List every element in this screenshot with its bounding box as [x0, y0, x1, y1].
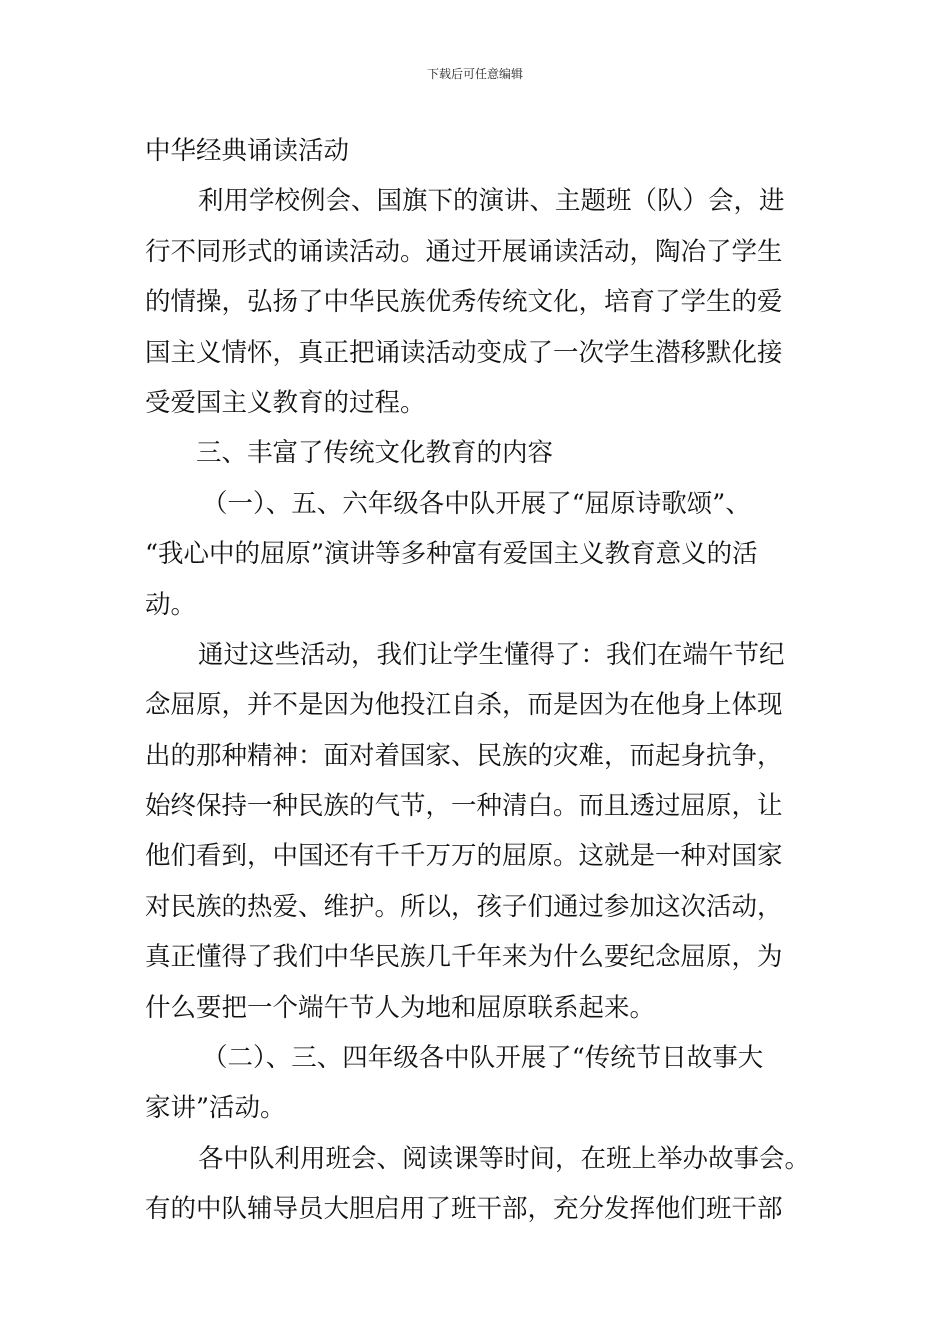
paragraph-line: 通过这些活动，我们让学生懂得了：我们在端午节纪: [198, 639, 785, 670]
section-heading: 中华经典诵读活动: [145, 136, 350, 166]
paragraph-line: 出的那种精神：面对着国家、民族的灾难，而起身抗争，: [145, 740, 783, 771]
paragraph-line: 各中队利用班会、阅读课等时间，在班上举办故事会。: [198, 1143, 811, 1174]
paragraph-line: 家讲”活动。: [145, 1093, 286, 1124]
paragraph-line: 国主义情怀，真正把诵读活动变成了一次学生潜移默化接: [145, 337, 783, 368]
paragraph-line: 受爱国主义教育的过程。: [145, 387, 426, 418]
paragraph-line: （二）、三、四年级各中队开展了“传统节日故事大: [202, 1043, 764, 1074]
paragraph-line: （一）、五、六年级各中队开展了“屈原诗歌颂”、: [202, 488, 751, 519]
page-header-note: 下载后可任意编辑: [426, 67, 523, 81]
paragraph-line: 行不同形式的诵读活动。通过开展诵读活动，陶冶了学生: [145, 236, 783, 267]
paragraph-line: 利用学校例会、国旗下的演讲、主题班（队）会，进: [198, 186, 785, 217]
paragraph-line: 始终保持一种民族的气节，一种清白。而且透过屈原，让: [145, 791, 783, 822]
paragraph-line: 真正懂得了我们中华民族几千年来为什么要纪念屈原，为: [145, 942, 783, 973]
section-heading: 三、丰富了传统文化教育的内容: [196, 438, 554, 469]
paragraph-line: 他们看到，中国还有千千万万的屈原。这就是一种对国家: [145, 841, 783, 872]
paragraph-line: 动。: [145, 589, 197, 620]
document-body: [145, 126, 815, 1235]
paragraph-line: “我心中的屈原”演讲等多种富有爱国主义教育意义的活: [145, 539, 758, 570]
paragraph-line: 有的中队辅导员大胆启用了班干部，充分发挥他们班干部: [145, 1194, 783, 1225]
paragraph-line: 什么要把一个端午节人为地和屈原联系起来。: [145, 992, 656, 1023]
paragraph-line: 对民族的热爱、维护。所以，孩子们通过参加这次活动，: [145, 891, 783, 922]
paragraph-line: 的情操，弘扬了中华民族优秀传统文化，培育了学生的爱: [145, 287, 783, 318]
paragraph-line: 念屈原，并不是因为他投江自杀，而是因为在他身上体现: [145, 690, 783, 721]
